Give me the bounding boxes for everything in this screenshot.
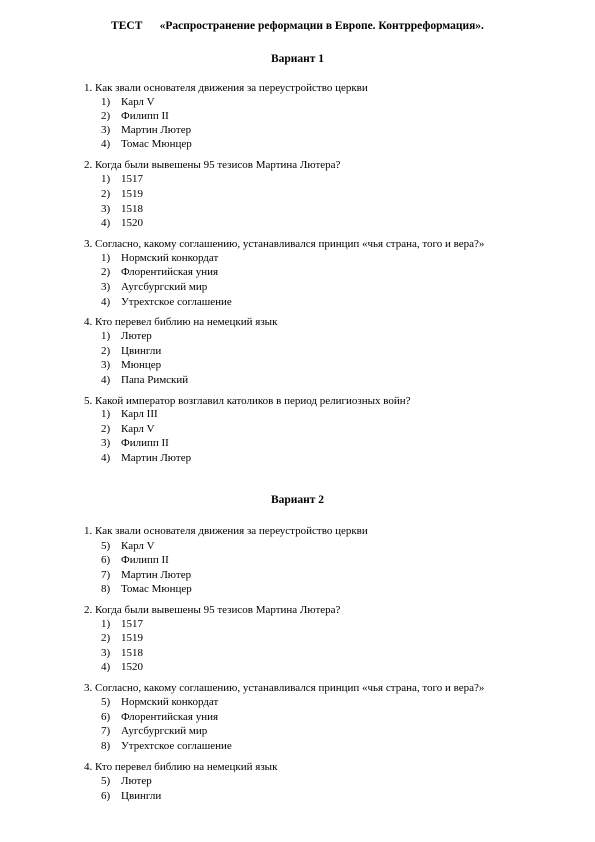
option-text: Аугсбургский мир: [121, 725, 208, 737]
question: 2. Когда были вывешены 95 тезисов Мартина Лютера?: [84, 159, 341, 171]
option-text: Томас Мюнцер: [121, 583, 192, 595]
option-text: 1518: [121, 647, 143, 659]
option-text: Филипп II: [121, 554, 169, 566]
answer-option: [101, 137, 192, 151]
option-text: 1518: [121, 203, 143, 215]
option-number: 1): [101, 618, 111, 630]
option-text: 1519: [121, 188, 143, 200]
option-number: 6): [101, 711, 111, 723]
option-text: Мартин Лютер: [121, 124, 192, 136]
option-number: 7): [101, 725, 111, 737]
answer-option: [101, 109, 169, 123]
option-number: 1): [101, 252, 111, 264]
option-number: 4): [101, 138, 111, 150]
answer-option: [101, 436, 169, 450]
question: 5. Какой император возглавил католиков в период религиозных войн?: [84, 395, 411, 407]
answer-option: [101, 568, 191, 582]
option-number: 2): [101, 632, 111, 644]
option-number: 4): [101, 661, 111, 673]
option-number: 3): [101, 647, 111, 659]
option-number: 5): [101, 696, 111, 708]
option-number: 4): [101, 296, 111, 308]
answer-option: [101, 617, 143, 631]
option-number: 8): [101, 740, 111, 752]
option-text: Карл III: [121, 408, 158, 420]
option-number: 5): [101, 775, 111, 787]
option-number: 2): [101, 188, 111, 200]
option-text: Мюнцер: [121, 359, 162, 371]
option-text: Цвингли: [121, 345, 162, 357]
option-number: 4): [101, 217, 111, 229]
option-text: 1520: [121, 217, 143, 229]
answer-option: [101, 789, 161, 803]
option-text: Карл V: [121, 423, 155, 435]
option-number: 4): [101, 452, 111, 464]
option-text: Флорентийская уния: [121, 266, 219, 278]
answer-option: [101, 631, 143, 645]
option-text: Утрехтское соглашение: [121, 740, 232, 752]
option-text: 1517: [121, 618, 143, 630]
question: 3. Согласно, какому соглашению, устанавливался принцип «чья страна, того и вера?»: [84, 238, 485, 250]
option-text: 1519: [121, 632, 143, 644]
option-text: Папа Римский: [121, 374, 189, 386]
answer-option: [101, 695, 218, 709]
option-text: Аугсбургский мир: [121, 281, 208, 293]
page-title: ТЕСТ «Распространение реформации в Европе. Контрреформация».: [111, 20, 484, 32]
answer-option: [101, 358, 161, 372]
option-number: 1): [101, 96, 111, 108]
option-number: 4): [101, 374, 111, 386]
option-text: Филипп II: [121, 110, 169, 122]
option-number: 8): [101, 583, 111, 595]
answer-option: [101, 582, 192, 596]
answer-option: [101, 774, 152, 788]
answer-option: [101, 202, 143, 216]
answer-option: [101, 329, 152, 343]
option-text: Мартин Лютер: [121, 452, 192, 464]
question: 1. Как звали основателя движения за переустройство церкви: [84, 82, 368, 94]
answer-option: [101, 373, 188, 387]
variant-2-heading: Вариант 2: [270, 494, 325, 506]
answer-option: [101, 344, 161, 358]
answer-option: [101, 187, 143, 201]
question: 1. Как звали основателя движения за переустройство церкви: [84, 525, 368, 537]
option-text: Лютер: [121, 775, 152, 787]
question: 2. Когда были вывешены 95 тезисов Мартина Лютера?: [84, 604, 341, 616]
question: 3. Согласно, какому соглашению, устанавливался принцип «чья страна, того и вера?»: [84, 682, 485, 694]
option-number: 5): [101, 540, 111, 552]
answer-option: [101, 553, 169, 567]
answer-option: [101, 539, 155, 553]
variant-1-heading: Вариант 1: [270, 53, 325, 65]
option-number: 2): [101, 423, 111, 435]
option-text: Нормский конкордат: [121, 696, 219, 708]
option-text: 1517: [121, 173, 143, 185]
option-text: Цвингли: [121, 790, 162, 802]
option-number: 1): [101, 408, 111, 420]
option-text: Лютер: [121, 330, 152, 342]
answer-option: [101, 451, 191, 465]
option-number: 2): [101, 110, 111, 122]
answer-option: [101, 295, 232, 309]
answer-option: [101, 280, 207, 294]
option-number: 1): [101, 330, 111, 342]
option-number: 3): [101, 359, 111, 371]
option-text: Карл V: [121, 96, 155, 108]
answer-option: [101, 724, 207, 738]
answer-option: [101, 95, 155, 109]
answer-option: [101, 660, 143, 674]
answer-option: [101, 422, 155, 436]
answer-option: [101, 251, 218, 265]
question: 4. Кто перевел библию на немецкий язык: [84, 761, 278, 773]
answer-option: [101, 265, 218, 279]
option-text: 1520: [121, 661, 143, 673]
option-number: 2): [101, 266, 111, 278]
answer-option: [101, 123, 191, 137]
option-number: 7): [101, 569, 111, 581]
answer-option: [101, 172, 143, 186]
option-number: 3): [101, 437, 111, 449]
option-text: Томас Мюнцер: [121, 138, 192, 150]
option-number: 6): [101, 790, 111, 802]
option-text: Нормский конкордат: [121, 252, 219, 264]
option-text: Утрехтское соглашение: [121, 296, 232, 308]
option-number: 3): [101, 281, 111, 293]
option-number: 2): [101, 345, 111, 357]
option-number: 3): [101, 124, 111, 136]
option-text: Карл V: [121, 540, 155, 552]
answer-option: [101, 739, 232, 753]
option-text: Мартин Лютер: [121, 569, 192, 581]
option-number: 6): [101, 554, 111, 566]
question: 4. Кто перевел библию на немецкий язык: [84, 316, 278, 328]
option-number: 1): [101, 173, 111, 185]
answer-option: [101, 216, 143, 230]
answer-option: [101, 710, 218, 724]
option-number: 3): [101, 203, 111, 215]
answer-option: [101, 407, 158, 421]
answer-option: [101, 646, 143, 660]
option-text: Флорентийская уния: [121, 711, 219, 723]
option-text: Филипп II: [121, 437, 169, 449]
